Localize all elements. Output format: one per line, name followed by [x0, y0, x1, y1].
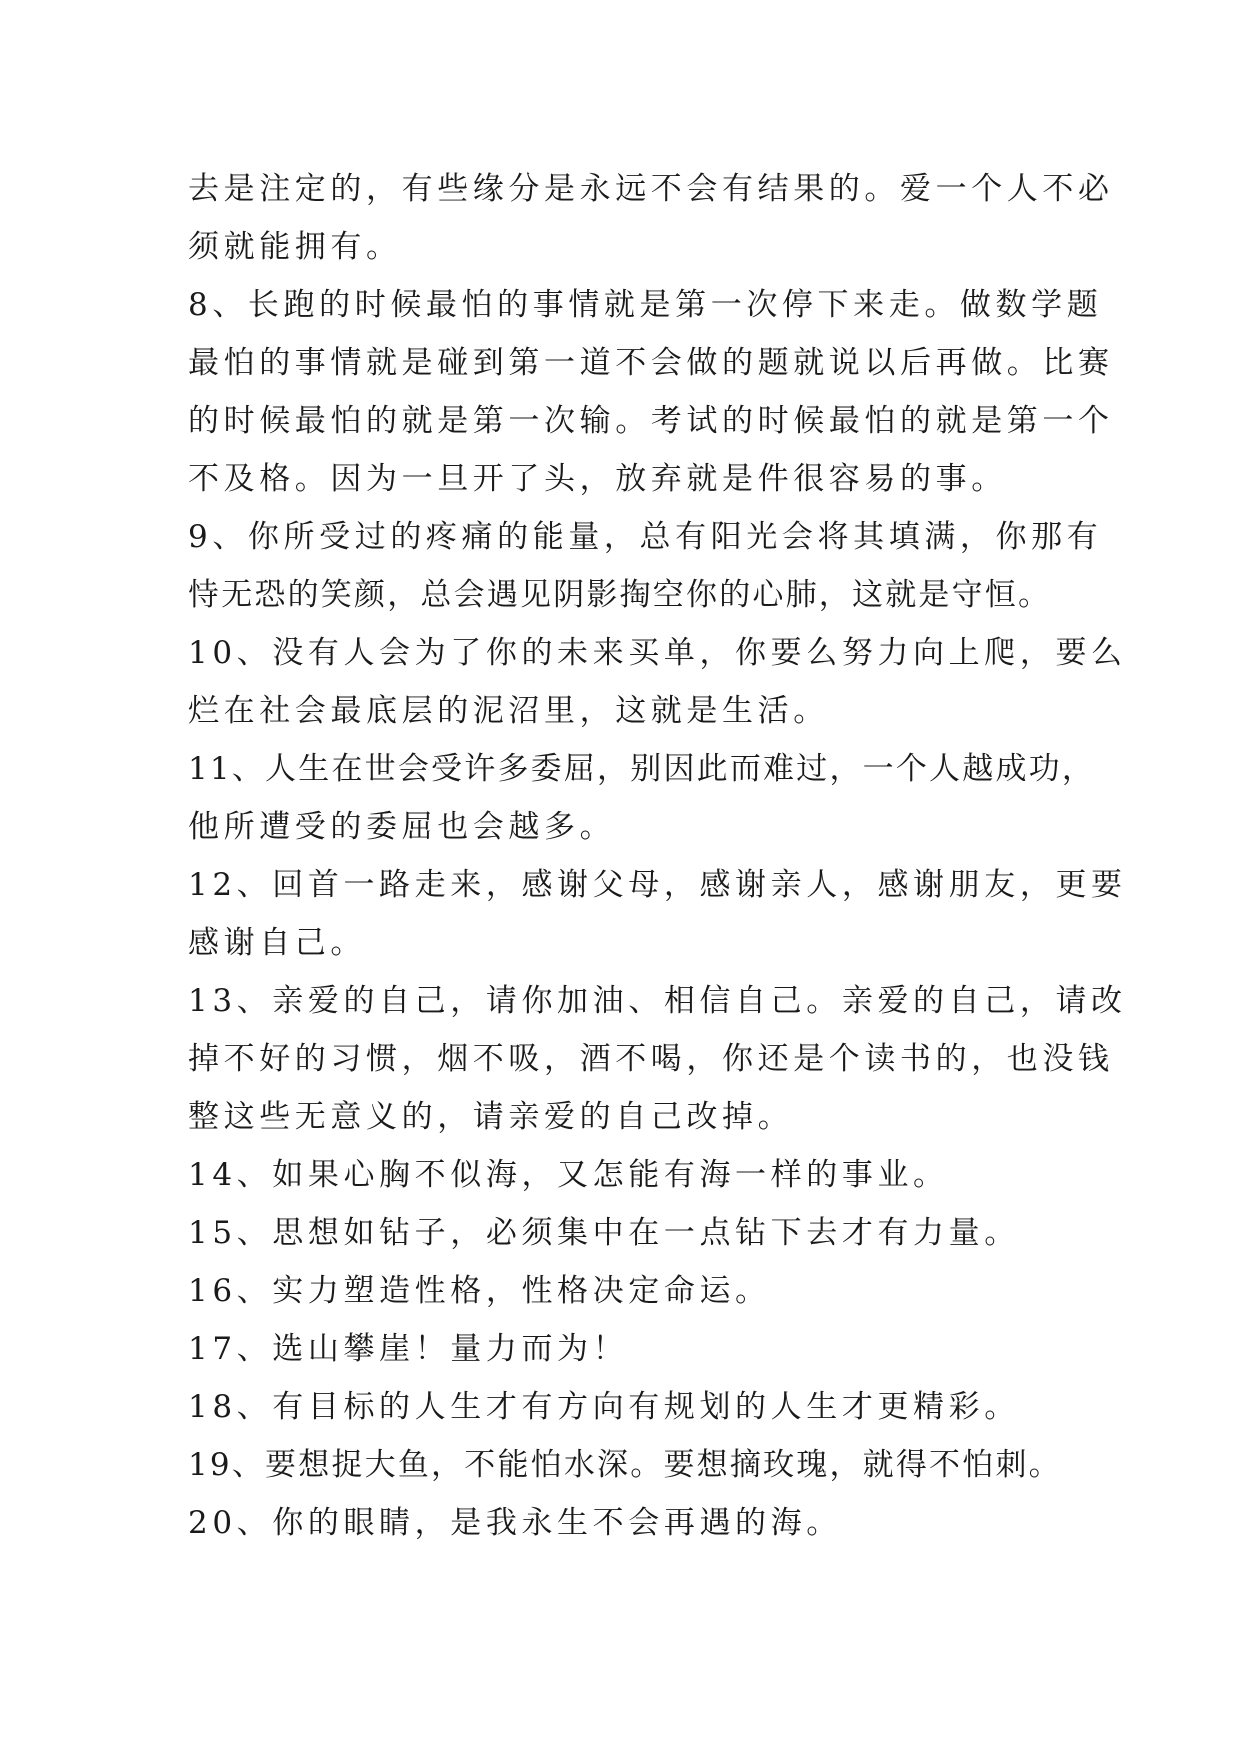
text-line: 须就能拥有。 — [188, 229, 402, 265]
text-line: 的时候最怕的就是第一次输。考试的时候最怕的就是第一个 — [188, 403, 1114, 439]
text-line: 18、有目标的人生才有方向有规划的人生才更精彩。 — [188, 1389, 1020, 1425]
text-line: 8、长跑的时候最怕的事情就是第一次停下来走。做数学题 — [188, 287, 1103, 323]
text-line: 烂在社会最底层的泥沼里，这就是生活。 — [188, 693, 829, 729]
text-line: 恃无恐的笑颜，总会遇见阴影掏空你的心肺，这就是守恒。 — [188, 577, 1052, 613]
text-line: 13、亲爱的自己，请你加油、相信自己。亲爱的自己，请改 — [188, 983, 1127, 1019]
text-line: 感谢自己。 — [188, 925, 366, 961]
text-line: 15、思想如钻子，必须集中在一点钻下去才有力量。 — [188, 1215, 1020, 1251]
text-line: 16、实力塑造性格，性格决定命运。 — [188, 1273, 771, 1309]
text-line: 去是注定的，有些缘分是永远不会有结果的。爱一个人不必 — [188, 171, 1114, 207]
text-line: 他所遭受的委屈也会越多。 — [188, 809, 616, 845]
text-line: 19、要想捉大鱼，不能怕水深。要想摘玫瑰，就得不怕刺。 — [188, 1447, 1062, 1483]
text-line: 12、回首一路走来，感谢父母，感谢亲人，感谢朋友，更要 — [188, 867, 1127, 903]
text-line: 20、你的眼睛，是我永生不会再遇的海。 — [188, 1505, 842, 1541]
text-line: 不及格。因为一旦开了头，放弃就是件很容易的事。 — [188, 461, 1007, 497]
text-line: 掉不好的习惯，烟不吸，酒不喝，你还是个读书的，也没钱 — [188, 1041, 1114, 1077]
text-line: 10、没有人会为了你的未来买单，你要么努力向上爬，要么 — [188, 635, 1127, 671]
text-line: 14、如果心胸不似海，又怎能有海一样的事业。 — [188, 1157, 949, 1193]
text-line: 17、选山攀崖！量力而为！ — [188, 1331, 629, 1367]
text-line: 最怕的事情就是碰到第一道不会做的题就说以后再做。比赛 — [188, 345, 1114, 381]
text-line: 11、人生在世会受许多委屈，别因此而难过，一个人越成功， — [188, 751, 1096, 787]
body-text — [188, 160, 1127, 1552]
text-line: 9、你所受过的疼痛的能量，总有阳光会将其填满，你那有 — [188, 519, 1103, 555]
text-line: 整这些无意义的，请亲爱的自己改掉。 — [188, 1099, 794, 1135]
